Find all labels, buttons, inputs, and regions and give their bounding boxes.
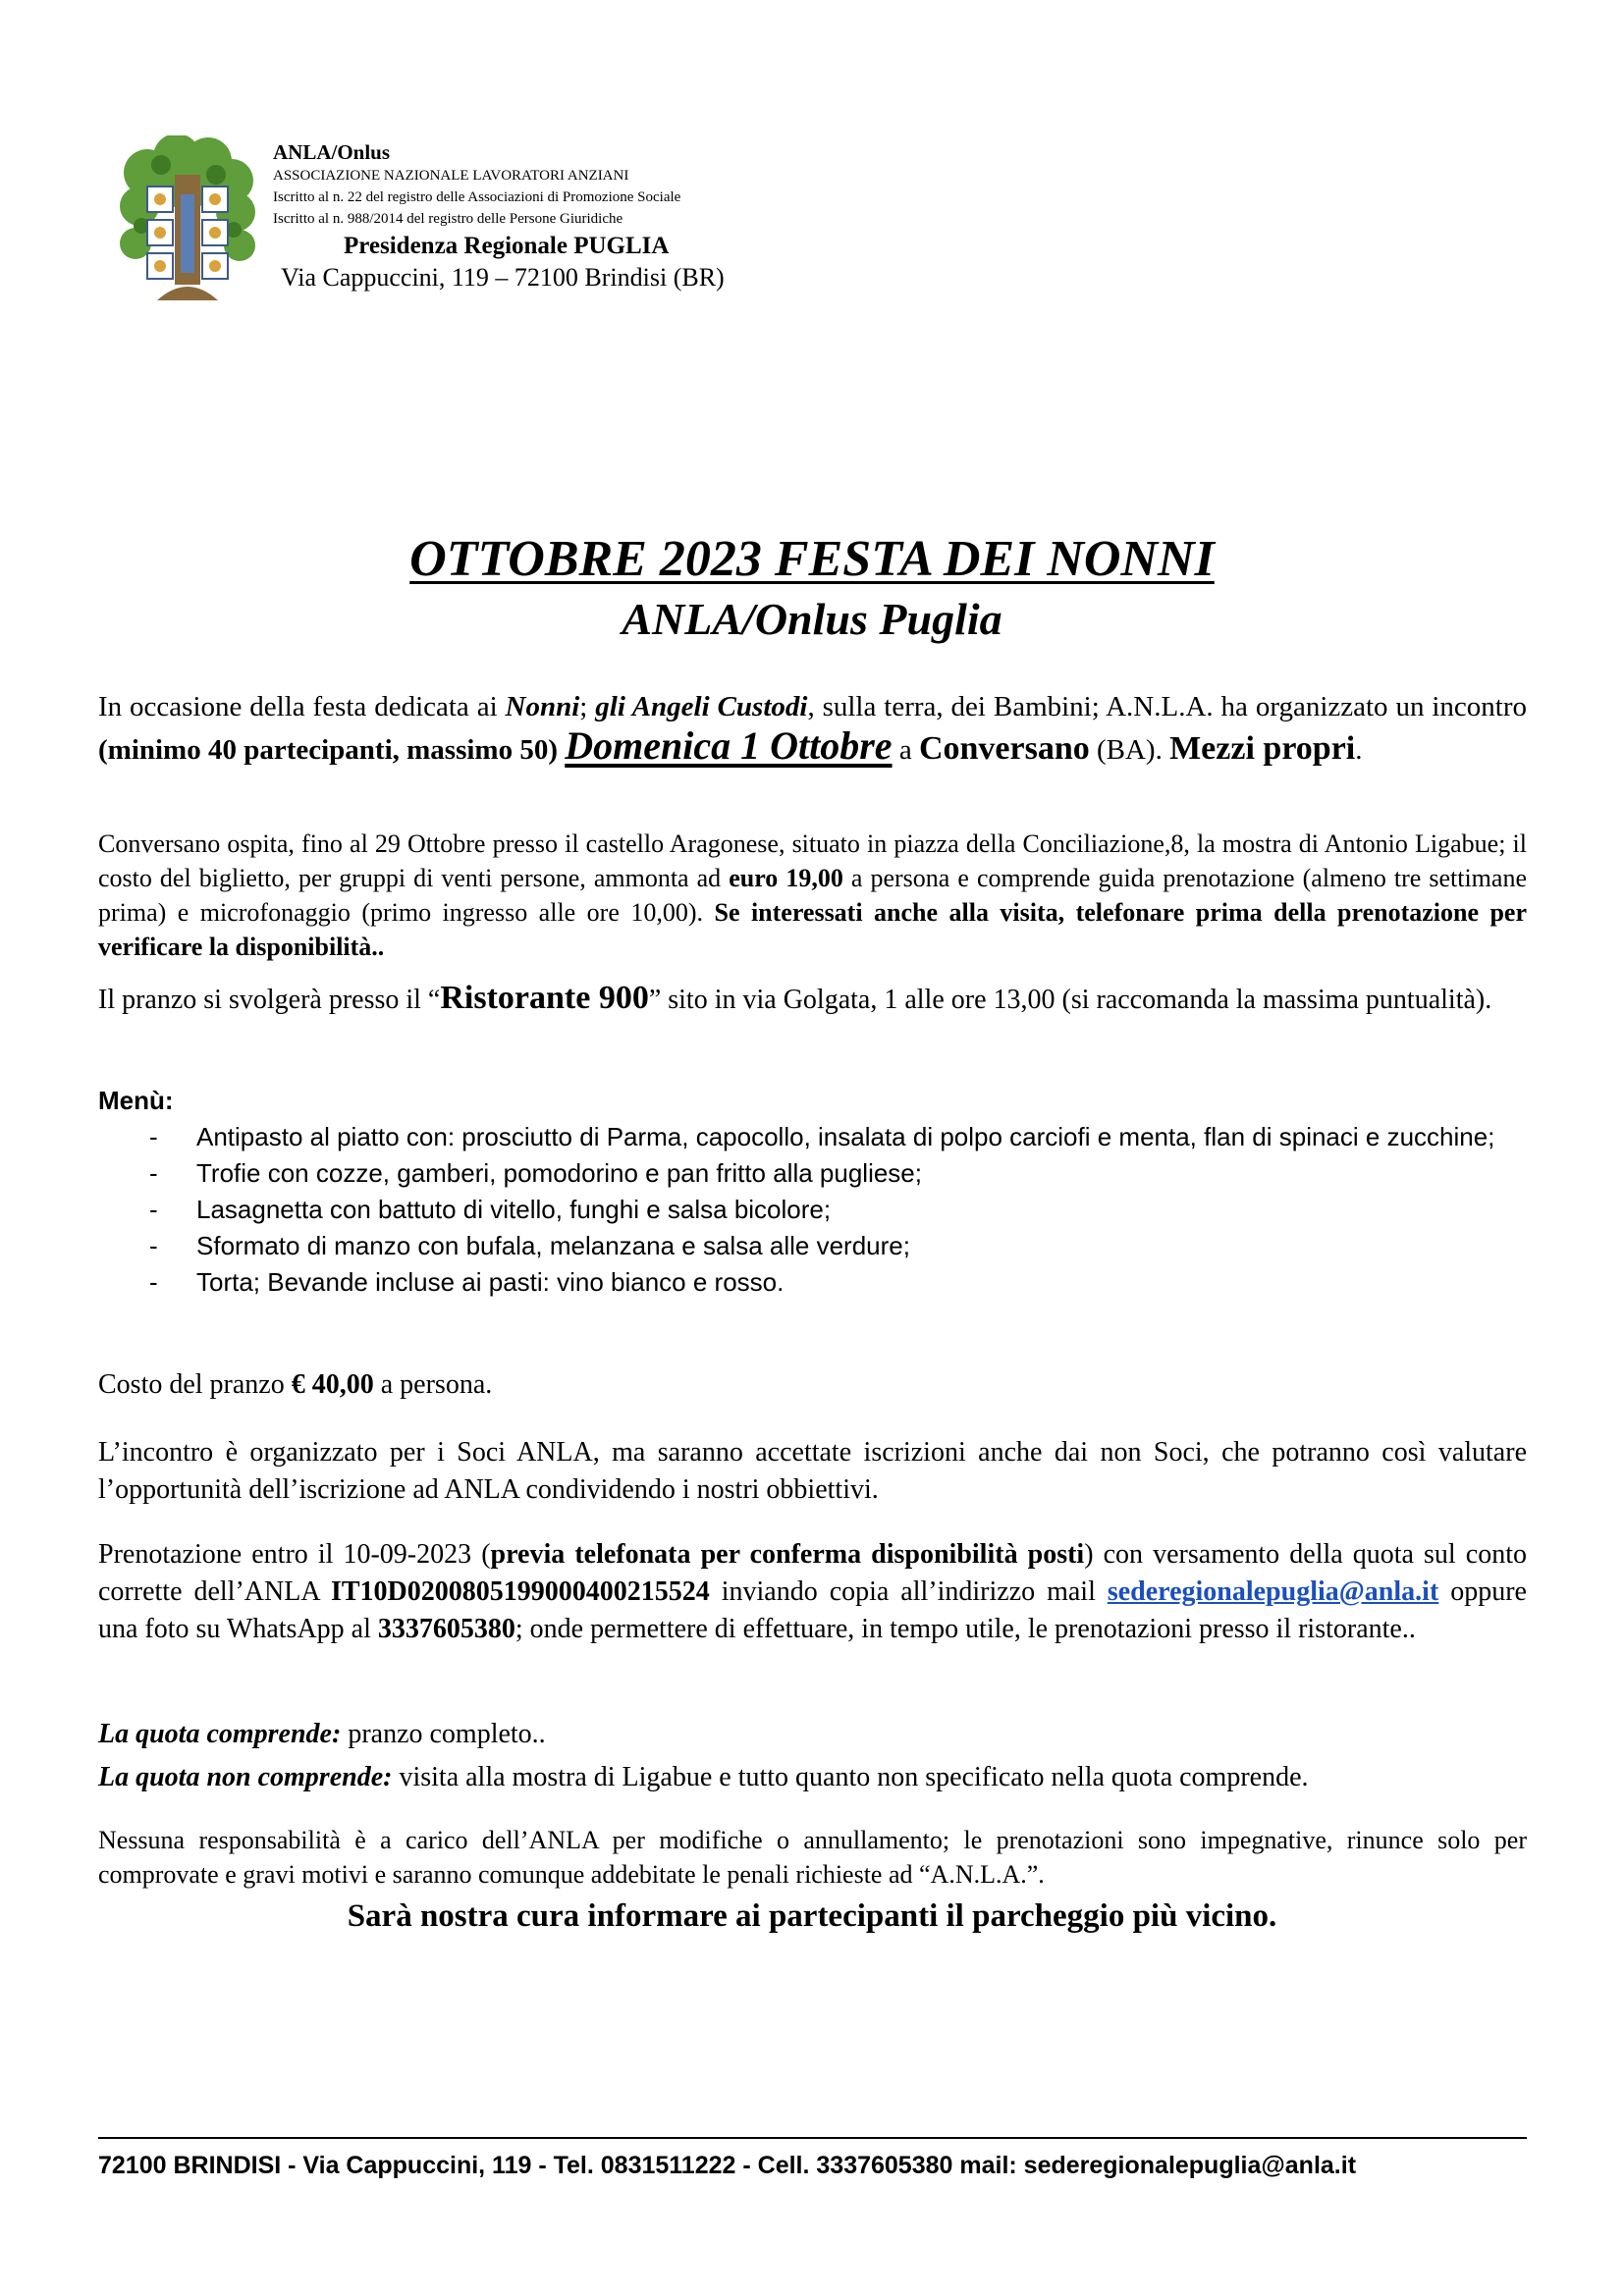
email-link[interactable]: sederegionalepuglia@anla.it	[1107, 1576, 1439, 1607]
anla-tree-logo-icon	[118, 135, 257, 300]
menu-heading: Menù:	[98, 1086, 174, 1115]
footer-divider	[98, 2137, 1527, 2139]
menu-bullet: -	[149, 1158, 158, 1188]
iban-code: IT10D0200805199000400215524	[330, 1576, 710, 1607]
menu-bullet: -	[149, 1122, 158, 1151]
booking-note: previa telefonata per conferma disponibilità posti	[490, 1539, 1085, 1570]
booking-text-4: oppure una foto su WhatsApp al	[98, 1576, 1527, 1644]
cost-suffix: a persona.	[373, 1369, 493, 1400]
exhibition-note: Se interessati anche alla visita, telefonare prima della prenotazione per verificare la disponibilità..	[98, 898, 1528, 961]
intro-text-1: In occasione della festa dedicata ai	[98, 691, 506, 722]
menu-item	[98, 1192, 1532, 1228]
quota-excludes-text: visita alla mostra di Ligabue e tutto quanto non specificato nella quota comprende.	[392, 1762, 1309, 1792]
intro-angeli: gli Angeli Custodi	[595, 691, 808, 722]
intro-text-4: a	[892, 734, 919, 766]
main-title: OTTOBRE 2023 FESTA DEI NONNI	[409, 531, 1215, 587]
intro-nonni: Nonni	[505, 691, 580, 722]
booking-text-1: Prenotazione entro il 10-09-2023 (	[98, 1539, 491, 1570]
menu-list	[98, 1119, 1532, 1301]
quota-includes	[98, 1716, 1527, 1753]
registry-line-1: Iscritto al n. 22 del registro delle Associazioni di Promozione Sociale	[273, 189, 681, 205]
menu-bullet: -	[149, 1231, 158, 1260]
registry-line-2: Iscritto al n. 988/2014 del registro delle Persone Giuridiche	[273, 211, 623, 227]
lunch-paragraph	[98, 980, 1527, 1019]
membership-paragraph: L’incontro è organizzato per i Soci ANLA, ma saranno accettate iscrizioni anche dai non Soci, che potranno così valutare l’opportunità dell’iscrizione ad ANLA condividendo i nostri obbiettivi.	[98, 1437, 1527, 1505]
menu-section	[98, 1082, 1532, 1301]
menu-item	[98, 1264, 1532, 1301]
menu-item	[98, 1155, 1532, 1192]
booking-text-3: inviando copia all’indirizzo mail	[709, 1576, 1108, 1607]
footer-contact: 72100 BRINDISI - Via Cappuccini, 119 - Tel. 0831511222 - Cell. 3337605380 mail: sederegionalepuglia@anla.it	[98, 2152, 1357, 2179]
subtitle: ANLA/Onlus Puglia	[622, 594, 1002, 644]
whatsapp-number: 3337605380	[377, 1614, 515, 1644]
lunch-text-1: Il pranzo si svolgerà presso il “	[98, 985, 441, 1015]
cost-label: Costo del pranzo	[98, 1369, 292, 1400]
menu-item-text: Trofie con cozze, gamberi, pomodorino e pan fritto alla pugliese;	[196, 1158, 922, 1188]
exhibition-paragraph	[98, 827, 1527, 964]
booking-text-2: ) con versamento della quota sul conto corrette dell’ANLA	[98, 1539, 1527, 1607]
menu-item-text: Antipasto al piatto con: prosciutto di Parma, capocollo, insalata di polpo carciofi e menta, flan di spinaci e zucchine;	[196, 1122, 1495, 1151]
transport-note: Mezzi propri	[1169, 730, 1356, 767]
menu-bullet: -	[149, 1267, 158, 1297]
cost-amount: € 40,00	[291, 1369, 374, 1400]
menu-bullet: -	[149, 1195, 158, 1224]
menu-item-text: Sformato di manzo con bufala, melanzana e salsa alle verdure;	[196, 1231, 910, 1260]
liability-paragraph: Nessuna responsabilità è a carico dell’ANLA per modifiche o annullamento; le prenotazioni sono impegnative, rinunce solo per comprovate e gravi motivi e saranno comunque addebitate le penali richieste ad “A.N.L.A.”.	[98, 1826, 1527, 1889]
header-address: Via Cappuccini, 119 – 72100 Brindisi (BR)	[281, 263, 725, 292]
org-full-name: ASSOCIAZIONE NAZIONALE LAVORATORI ANZIANI	[273, 168, 629, 184]
quota-includes-text: pranzo completo..	[341, 1719, 546, 1749]
menu-item	[98, 1119, 1532, 1155]
event-date: Domenica 1 Ottobre	[565, 723, 893, 768]
intro-text-2: ;	[579, 691, 596, 722]
intro-text-5: (BA).	[1089, 734, 1170, 766]
intro-text-3: , sulla terra, dei Bambini; A.N.L.A. ha organizzato un incontro	[807, 691, 1527, 722]
menu-item-text: Torta; Bevande incluse ai pasti: vino bianco e rosso.	[196, 1267, 785, 1297]
event-location: Conversano	[918, 730, 1090, 767]
quota-excludes-label: La quota non comprende:	[98, 1762, 393, 1792]
presidency: Presidenza Regionale PUGLIA	[344, 233, 670, 259]
org-name: ANLA/Onlus	[273, 140, 391, 164]
intro-participants: (minimo 40 partecipanti, massimo 50)	[98, 734, 558, 766]
lunch-cost	[98, 1366, 1527, 1404]
menu-item-text: Lasagnetta con battuto di vitello, funghi e salsa bicolore;	[196, 1195, 832, 1224]
letterhead	[273, 139, 862, 294]
intro-paragraph	[98, 687, 1527, 770]
menu-item	[98, 1228, 1532, 1264]
restaurant-name: Ristorante 900	[440, 980, 649, 1016]
lunch-text-2: ” sito in via Golgata, 1 alle ore 13,00 (si raccomanda la massima puntualità).	[648, 985, 1492, 1015]
booking-text-5: ; onde permettere di effettuare, in tempo utile, le prenotazioni presso il ristorante..	[514, 1614, 1416, 1644]
ticket-price: euro 19,00	[729, 864, 843, 892]
intro-text-6: .	[1355, 734, 1363, 766]
exhibition-text-2: a persona e comprende guida prenotazione (almeno tre settimane prima) e microfonaggio (primo ingresso alle ore 10,00).	[98, 864, 1527, 927]
quota-includes-label: La quota comprende:	[98, 1719, 342, 1749]
quota-excludes	[98, 1759, 1527, 1796]
exhibition-text-1: Conversano ospita, fino al 29 Ottobre presso il castello Aragonese, situato in piazza della Conciliazione,8, la mostra di Antonio Ligabue; il costo del biglietto, per gruppi di venti persone, ammonta ad	[98, 829, 1527, 892]
booking-paragraph	[98, 1536, 1527, 1648]
parking-note: Sarà nostra cura informare ai partecipanti il parcheggio più vicino.	[347, 1898, 1277, 1934]
